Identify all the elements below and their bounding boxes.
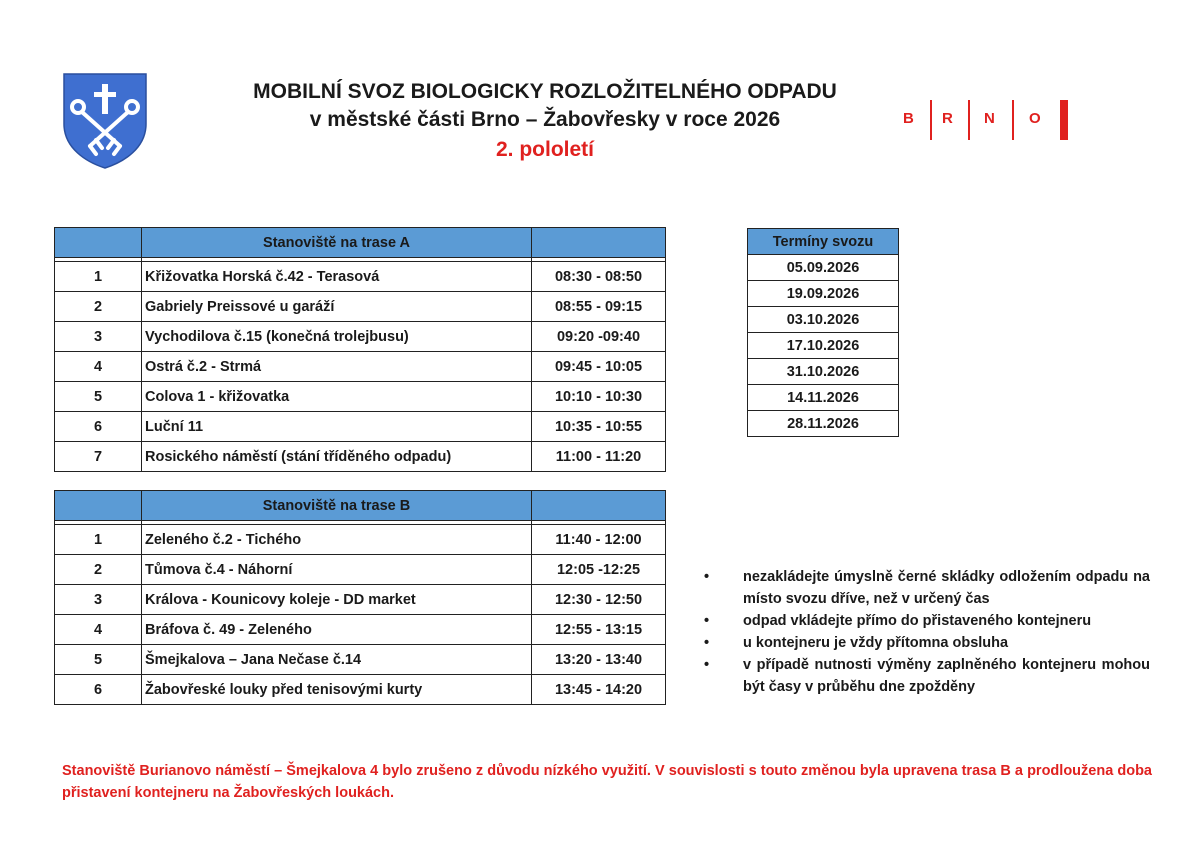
logo-divider <box>1012 100 1014 140</box>
logo-divider <box>930 100 932 140</box>
table-row <box>55 352 666 382</box>
stop-place: Zeleného č.2 - Tichého <box>142 525 532 555</box>
notes-list <box>700 566 1150 698</box>
stop-place: Králova - Kounicovy koleje - DD market <box>142 585 532 615</box>
stop-time: 12:30 - 12:50 <box>532 585 666 615</box>
route-a-header: Stanoviště na trase A <box>142 228 532 258</box>
list-item <box>700 632 1150 654</box>
bullet: • <box>704 569 710 585</box>
stop-time: 09:45 - 10:05 <box>532 352 666 382</box>
stop-time: 08:55 - 09:15 <box>532 292 666 322</box>
stop-time: 12:05 -12:25 <box>532 555 666 585</box>
stop-number: 4 <box>55 615 142 645</box>
stop-place: Ostrá č.2 - Strmá <box>142 352 532 382</box>
collection-dates-table <box>747 228 899 437</box>
route-b-header-row <box>55 491 666 521</box>
stop-number: 2 <box>55 555 142 585</box>
bullet: • <box>704 613 710 629</box>
table-row <box>55 555 666 585</box>
stop-number: 1 <box>55 262 142 292</box>
stop-number: 5 <box>55 382 142 412</box>
table-row <box>55 382 666 412</box>
stop-place: Křižovatka Horská č.42 - Terasová <box>142 262 532 292</box>
stop-place: Gabriely Preissové u garáží <box>142 292 532 322</box>
note-text: nezakládejte úmyslně černé skládky odložením odpadu na místo svozu dříve, než v určený čas <box>743 569 1150 607</box>
table-row <box>55 412 666 442</box>
title-line-3: 2. pololetí <box>495 138 594 161</box>
stop-number: 6 <box>55 412 142 442</box>
stop-time: 09:20 -09:40 <box>532 322 666 352</box>
stop-number: 3 <box>55 322 142 352</box>
stop-number: 6 <box>55 675 142 705</box>
note-text: odpad vkládejte přímo do přistaveného kontejneru <box>743 613 1092 629</box>
table-row <box>55 585 666 615</box>
stop-time: 12:55 - 13:15 <box>532 615 666 645</box>
list-item <box>700 566 1150 610</box>
table-row <box>55 322 666 352</box>
stop-place: Tůmova č.4 - Náhorní <box>142 555 532 585</box>
table-row <box>55 525 666 555</box>
logo-letter-o: O <box>1029 110 1041 127</box>
table-row <box>55 292 666 322</box>
bullet: • <box>704 657 710 673</box>
table-row <box>55 645 666 675</box>
date-item: 31.10.2026 <box>748 359 899 385</box>
stop-time: 10:35 - 10:55 <box>532 412 666 442</box>
dates-header: Termíny svozu <box>748 229 899 255</box>
date-item: 17.10.2026 <box>748 333 899 359</box>
route-a-table <box>54 227 666 472</box>
table-row <box>55 442 666 472</box>
stop-number: 2 <box>55 292 142 322</box>
route-a-header-row <box>55 228 666 258</box>
stop-place: Vychodilova č.15 (konečná trolejbusu) <box>142 322 532 352</box>
stop-place: Luční 11 <box>142 412 532 442</box>
title-line-2: v městské části Brno – Žabovřesky v roce 2026 <box>309 108 781 131</box>
logo-letter-b: B <box>903 110 914 127</box>
stop-time: 10:10 - 10:30 <box>532 382 666 412</box>
stop-time: 13:45 - 14:20 <box>532 675 666 705</box>
title-line-1: MOBILNÍ SVOZ BIOLOGICKY ROZLOŽITELNÉHO ODPADU <box>253 80 837 103</box>
logo-divider <box>968 100 970 140</box>
stop-place: Šmejkalova – Jana Nečase č.14 <box>142 645 532 675</box>
table-row <box>55 675 666 705</box>
list-item <box>700 654 1150 698</box>
stop-number: 4 <box>55 352 142 382</box>
stop-number: 5 <box>55 645 142 675</box>
stop-time: 08:30 - 08:50 <box>532 262 666 292</box>
stop-time: 11:40 - 12:00 <box>532 525 666 555</box>
route-b-header: Stanoviště na trase B <box>142 491 532 521</box>
table-row <box>55 262 666 292</box>
date-item: 14.11.2026 <box>748 385 899 411</box>
list-item <box>700 610 1150 632</box>
note-text: v případě nutnosti výměny zaplněného kontejneru mohou být časy v průběhu dne zpožděny <box>743 657 1150 695</box>
stop-place: Colova 1 - křižovatka <box>142 382 532 412</box>
stop-number: 3 <box>55 585 142 615</box>
stop-time: 13:20 - 13:40 <box>532 645 666 675</box>
stop-number: 1 <box>55 525 142 555</box>
stop-time: 11:00 - 11:20 <box>532 442 666 472</box>
date-item: 05.09.2026 <box>748 255 899 281</box>
stop-place: Rosického náměstí (stání tříděného odpadu) <box>142 442 532 472</box>
logo-letter-n: N <box>984 110 995 127</box>
footer-notice: Stanoviště Burianovo náměstí – Šmejkalova 4 bylo zrušeno z důvodu nízkého využití. V souvislosti s touto změnou byla upravena trasa B a prodloužena doba přistavení kontejneru na Žabovřeských loukách. <box>62 763 1152 801</box>
stop-place: Žabovřeské louky před tenisovými kurty <box>142 675 532 705</box>
route-b-table <box>54 490 666 705</box>
brno-logo <box>900 100 1070 140</box>
note-text: u kontejneru je vždy přítomna obsluha <box>743 635 1009 651</box>
date-item: 28.11.2026 <box>748 411 899 437</box>
bullet: • <box>704 635 710 651</box>
date-item: 19.09.2026 <box>748 281 899 307</box>
stop-number: 7 <box>55 442 142 472</box>
date-item: 03.10.2026 <box>748 307 899 333</box>
table-row <box>55 615 666 645</box>
coat-of-arms-icon <box>62 72 148 170</box>
stop-place: Bráfova č. 49 - Zeleného <box>142 615 532 645</box>
logo-letter-r: R <box>942 110 953 127</box>
logo-end-bar <box>1060 100 1068 140</box>
